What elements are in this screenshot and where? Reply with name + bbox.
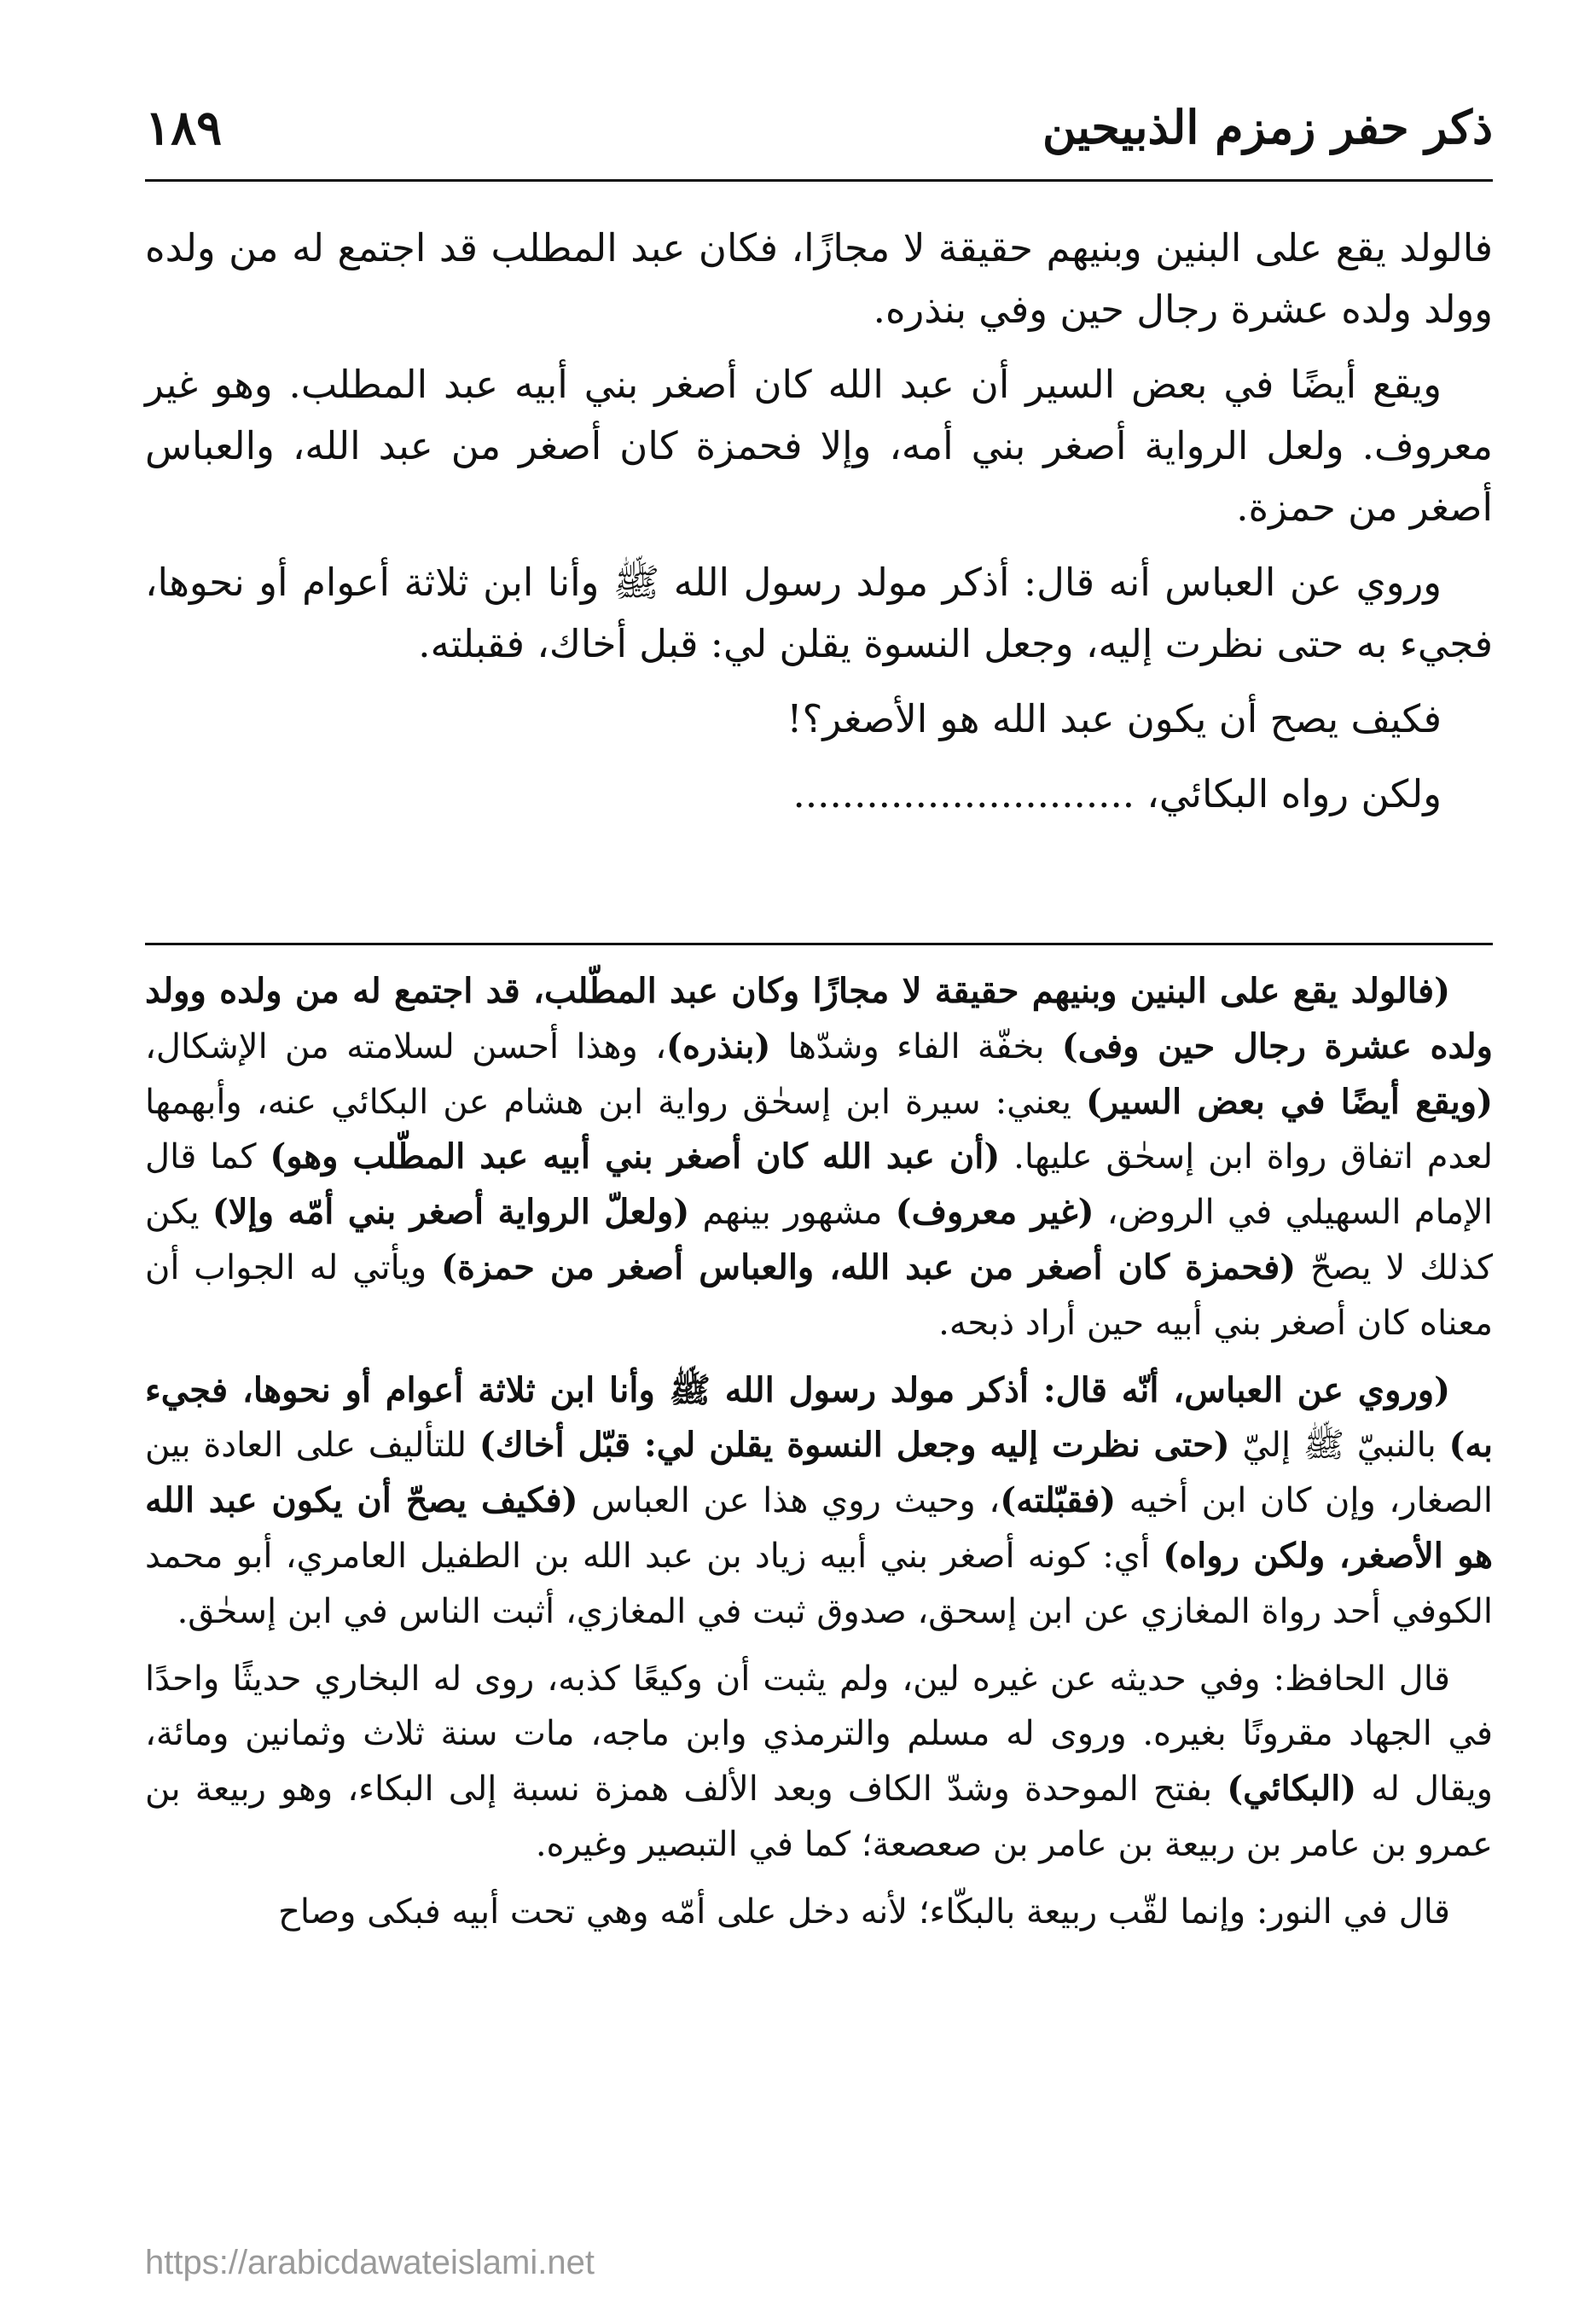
quoted-matn-segment: (البكائي) <box>1227 1769 1357 1810</box>
main-paragraph-5 <box>145 764 1493 825</box>
main-paragraph-1: فالولد يقع على البنين وبنيهم حقيقة لا مجازًا، فكان عبد المطلب قد اجتمع له من ولده وولد ولده عشرة رجال حين وفي بنذره. <box>145 225 1493 332</box>
sharh-segment: بالنبيّ ﷺ إليّ <box>1229 1426 1449 1466</box>
sharh-segment: مشهور بينهم <box>689 1193 896 1233</box>
sharh-segment: بفتح الموحدة وشدّ الكاف وبعد الألف همزة نسبة إلى البكاء، وهو ربيعة بن عمرو بن عامر بن ربيعة بن عامر بن صعصعة؛ كما في التبصير وغيره. <box>145 1769 1493 1864</box>
quoted-matn-segment: (أن عبد الله كان أصغر بني أبيه عبد المطّلب وهو) <box>270 1136 1001 1177</box>
header-rule <box>145 179 1493 182</box>
sharh-segment: ، وحيث روي هذا عن العباس <box>578 1481 1001 1521</box>
sharh-segment: بخفّة الفاء وشدّها <box>770 1026 1062 1066</box>
commentary-paragraph-3 <box>145 1652 1493 1873</box>
main-paragraph-4: فكيف يصح أن يكون عبد الله هو الأصغر؟! <box>786 696 1442 741</box>
sharh-segment: أي: كونه أصغر بني أبيه زياد بن عبد الله بن الطفيل العامري، أبو محمد الكوفي أحد رواة المغازي عن ابن إسحق، صدوق ثبت في المغازي، أثبت الناس في ابن إسحٰق. <box>145 1536 1493 1631</box>
quoted-matn-segment: (حتى نظرت إليه وجعل النسوة يقلن لي: قبّل أخاك) <box>479 1425 1230 1466</box>
separator-rule <box>145 943 1493 945</box>
sharh-segment: قال في النور: وإنما لقّب ربيعة بالبكّاء؛ لأنه دخل على أمّه وهي تحت أبيه فبكى وصاح <box>278 1891 1450 1932</box>
sharh-segment: ويأتي له الجواب أن معناه كان أصغر بني أبيه حين أراد ذبحه. <box>145 1247 1493 1343</box>
ellipsis-dots: ............................ <box>792 771 1135 816</box>
quoted-matn-segment: (فالولد يقع على البنين وبنيهم حقيقة لا مجازًا وكان عبد المطّلب، قد اجتمع له من ولده وولد ولده عشرة رجال حين وفى) <box>145 971 1493 1066</box>
commentary-paragraph-4 <box>145 1885 1493 1940</box>
commentary-paragraph-1 <box>145 964 1493 1351</box>
main-paragraph-3: وروي عن العباس أنه قال: أذكر مولد رسول الله ﷺ وأنا ابن ثلاثة أعوام أو نحوها، فجيء به حتى نظرت إليه، وجعل النسوة يقلن لي: قبل أخاك، فقبلته. <box>145 560 1493 666</box>
quoted-matn-segment: (بنذره) <box>666 1025 771 1066</box>
sharh-segment: كما قال الإمام السهيلي في الروض، <box>145 1137 1493 1233</box>
quoted-matn-segment: (فحمزة كان أصغر من عبد الله، والعباس أصغر من حمزة) <box>441 1246 1297 1287</box>
main-text <box>145 218 1493 934</box>
quoted-matn-segment: (وروي عن العباس، أنّه قال: أذكر مولد رسول الله ﷺ وأنا ابن ثلاثة أعوام أو نحوها، فجيء به) <box>145 1369 1493 1466</box>
main-paragraph-2: ويقع أيضًا في بعض السير أن عبد الله كان أصغر بني أبيه عبد المطلب. وهو غير معروف. ولعل الرواية أصغر بني أمه، وإلا فحمزة كان أصغر من عبد الله، والعباس أصغر من حمزة. <box>145 362 1493 530</box>
quoted-matn-segment: (ويقع أيضًا في بعض السير) <box>1086 1081 1493 1122</box>
page-number: ١٨٩ <box>145 100 223 156</box>
sharh-segment: للتأليف على العادة بين الصغار، وإن كان ابن أخيه <box>145 1426 1494 1521</box>
sharh-segment: يكن كذلك لا يصحّ <box>145 1193 1493 1287</box>
quoted-matn-segment: (غير معروف) <box>895 1192 1094 1233</box>
commentary <box>145 964 1493 2201</box>
main-paragraph-5-text: ولكن رواه البكائي، <box>1146 771 1442 816</box>
sharh-segment: يعني: سيرة ابن إسحٰق رواية ابن هشام عن البكائي عنه، وأبهمها لعدم اتفاق رواة ابن إسحٰق عليها. <box>145 1082 1494 1177</box>
watermark-url: https://arabicdawateislami.net <box>145 2244 595 2281</box>
book-page <box>145 85 1494 2281</box>
quoted-matn-segment: (فكيف يصحّ أن يكون عبد الله هو الأصغر، ولكن رواه) <box>145 1480 1494 1576</box>
quoted-matn-segment: (فقبّلته) <box>1000 1480 1117 1521</box>
sharh-segment: قال الحافظ: وفي حديثه عن غيره لين، ولم يثبت أن وكيعًا كذبه، روى له البخاري حديثًا واحدًا في الجهاد مقرونًا بغيره. وروى له مسلم والترمذي وابن ماجه، مات سنة ثلاث وثمانين ومائة، ويقال له <box>145 1659 1493 1810</box>
page-header <box>145 102 1493 171</box>
running-title: ذكر حفر زمزم الذبيحين <box>1042 100 1493 154</box>
commentary-paragraph-2 <box>145 1363 1493 1640</box>
sharh-segment: ، وهذا أحسن لسلامته من الإشكال، <box>145 1026 667 1066</box>
quoted-matn-segment: (ولعلّ الرواية أصغر بني أمّه وإلا) <box>212 1192 690 1233</box>
